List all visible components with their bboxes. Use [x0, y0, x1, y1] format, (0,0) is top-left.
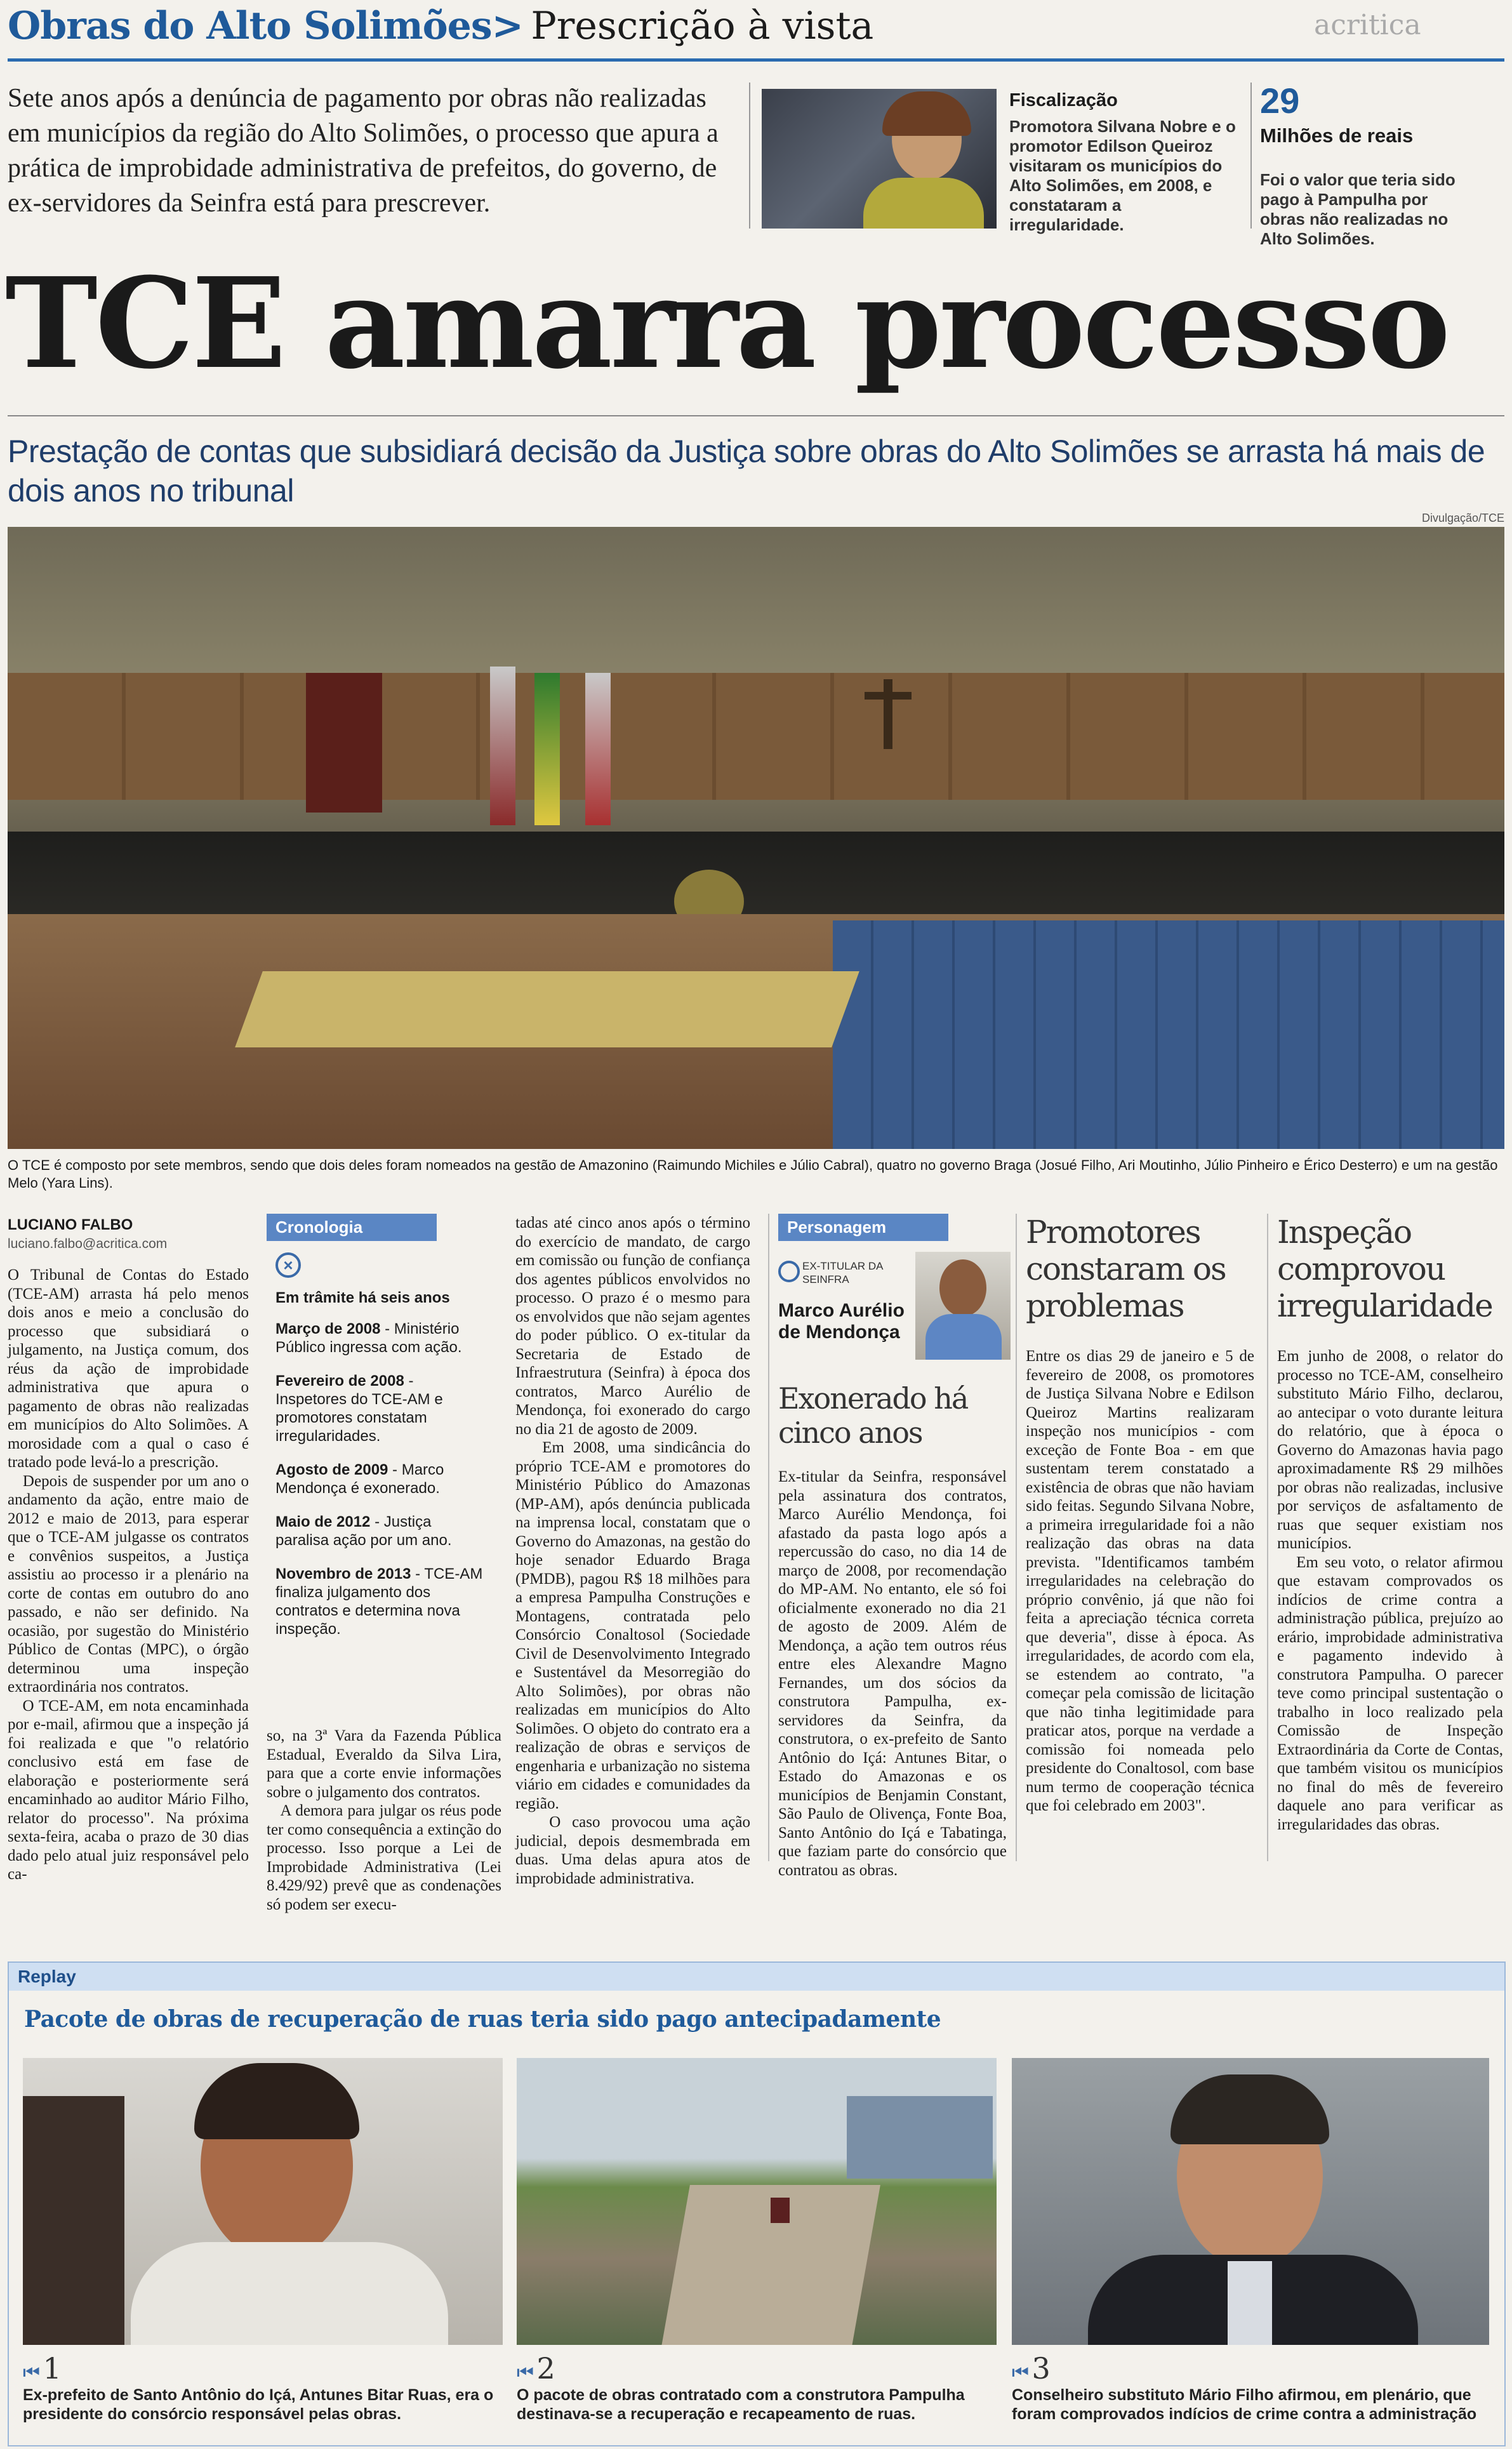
personagem-role: EX-TITULAR DA SEINFRA: [802, 1260, 883, 1285]
cronologia-list: [275, 1320, 486, 1638]
main-photo-caption: O TCE é composto por sete membros, sendo que dois deles foram nomeados na gestão de Amazonino (Raimundo Michiles e Júlio Cabral), quatro no governo Braga (Josué Filho, Ari Moutinho, Júlio Pinheiro e Érico Desterro) e um na gestão Melo (Yara Lins).: [8, 1157, 1498, 1191]
cronologia-text: - Marco Mendonça é exonerado.: [275, 1461, 444, 1497]
promotores-box: [1016, 1214, 1268, 1861]
personagem-text: Ex-titular da Seinfra, responsável pela assinatura dos contratos, Marco Aurélio Mendonça, foi afastado da pasta logo após a repercussão do caso, no dia 14 de março de 2008, por recomendação do MP-AM. No entanto, ele só foi oficialmente exonerado no dia 21 de agosto de 2009. Além de Mendonça, a ação tem outros réus entre eles Alexandre Magno Fernandes, um dos sócios da construtora Pampulha, ex-servidores da Seinfra, da construtora, o ex-prefeito de Santo Antônio do Içá: Antunes Bitar, o Estado do Amazonas e os municípios de Benjamin Constant, São Paulo de Olivença, Fonte Boa, Santo Antônio do Içá e Tabatinga, que faziam parte do consórcio que contratou as obras.: [778, 1468, 1011, 1879]
stat-number: 29: [1260, 81, 1300, 121]
replay-title: Pacote de obras de recuperação de ruas teria sido pago antecipadamente: [24, 2006, 941, 2033]
rewind-icon: ⏮: [517, 2362, 534, 2383]
rewind-icon: ⏮: [1012, 2362, 1029, 2383]
replay-caption: Ex-prefeito de Santo Antônio do Içá, Antunes Bitar Ruas, era o presidente do consórcio responsável pelas obras.: [23, 2386, 494, 2423]
replay-item-1: [23, 2351, 503, 2424]
cronologia-item: [275, 1320, 486, 1357]
column-3-text: tadas até cinco anos após o término do exercício de mandato, de cargo em comissão ou função de confiança dos agentes públicos envolvidos no processo. O prazo é o mesmo para os envolvidos que não sejam agentes do poder público. O ex-titular da Secretaria de Estado de Infraestrutura (Seinfra) à época dos contratos, Marco Aurélio de Mendonça, foi exonerado do cargo no dia 21 de agosto de 2009. Em 2008, uma sindicância do próprio TCE-AM e promotores do Ministério Público do Amazonas (MP-AM), após denúncia publicada na imprensa local, constatam que o Governo do Amazonas, na gestão do hoje senador Eduardo Braga (PMDB), pagou R$ 18 milhões para a empresa Pampulha Construções e Montagens, contratada pelo Consórcio Conaltosol (Sociedade Civil de Desenvolvimento Integrado e Sustentável da Mesorregião do Alto Solimões), por obras não realizadas em municípios do Alto Solimões. O objeto do contrato era a realização de obras e serviços de engenharia e urbanização no sistema viário em cidades e comunidades da região. O caso provocou uma ação judicial, depois desmembrada em duas. Uma delas apura atos de improbidade administrativa.: [515, 1214, 751, 1887]
replay-section: [8, 1961, 1506, 2446]
cronologia-date: Agosto de 2009: [275, 1461, 388, 1478]
headline: TCE amarra processo: [5, 251, 1449, 397]
intro-divider: [749, 83, 750, 229]
replay-photo-1: [23, 2058, 503, 2345]
cronologia-item: [275, 1565, 486, 1638]
fiscalizacao-photo: [762, 89, 997, 229]
cronologia-item: [275, 1372, 486, 1445]
section-header: [8, 4, 909, 55]
stat-text: Foi o valor que teria sido pago à Pampulha por obras não realizadas no Alto Solimões.: [1260, 170, 1456, 248]
target-icon: [778, 1261, 800, 1282]
replay-caption: Conselheiro substituto Mário Filho afirmou, em plenário, que foram comprovados indícios de crime contra a administração: [1012, 2386, 1477, 2423]
masthead-fragment: acritica: [1314, 9, 1421, 41]
column-2-text: so, na 3ª Vara da Fazenda Pública Estadual, Everaldo da Silva Lira, para que a corte envie informações sobre o julgamento dos contratos. A demora para julgar os réus pode ter como consequência a extinção do processo. Isso porque a Lei de Improbidade Administrativa (Lei 8.429/92) prevê que as condenações só podem ser execu-: [267, 1727, 501, 1913]
replay-num: 2: [536, 2351, 555, 2386]
replay-label: Replay: [9, 1963, 1504, 1991]
inspecao-title: Inspeção comprovou irregularidade: [1277, 1214, 1492, 1324]
personagem-photo: [915, 1252, 1011, 1360]
cronologia-date: Fevereiro de 2008: [275, 1372, 404, 1390]
cronologia-item: [275, 1513, 486, 1550]
cronologia-box: [267, 1214, 490, 1747]
personagem-label: Personagem: [778, 1214, 948, 1241]
replay-photo-2: [517, 2058, 997, 2345]
replay-num: 3: [1031, 2351, 1051, 2386]
cronologia-text: - Ministério Público ingressa com ação.: [275, 1320, 462, 1356]
header-rule: [8, 58, 1504, 62]
cronologia-date: Maio de 2012: [275, 1513, 371, 1530]
main-photo: [8, 527, 1504, 1149]
cronologia-date: Março de 2008: [275, 1320, 381, 1337]
stat-divider: [1250, 83, 1252, 229]
rewind-icon: ⏮: [23, 2362, 40, 2383]
headline-rule: [8, 415, 1504, 416]
inspecao-box: [1267, 1214, 1512, 1861]
subheadline: Prestação de contas que subsidiará decisão da Justiça sobre obras do Alto Solimões se arrasta há mais de dois anos no tribunal: [8, 434, 1485, 508]
main-photo-credit: Divulgação/TCE: [1422, 512, 1505, 524]
replay-photo-3: [1012, 2058, 1489, 2345]
cronologia-item: [275, 1461, 486, 1497]
personagem-box: [768, 1214, 1014, 1879]
cronologia-text: - TCE-AM finaliza julgamento dos contratos e determina nova inspeção.: [275, 1565, 483, 1638]
cronologia-subtitle: Em trâmite há seis anos: [275, 1289, 450, 1306]
personagem-title: Exonerado há cinco anos: [778, 1381, 968, 1450]
cronologia-text: - Inspetores do TCE-AM e promotores constatam irregularidades.: [275, 1372, 443, 1445]
cronologia-date: Novembro de 2013: [275, 1565, 411, 1583]
cronologia-icon: ×: [275, 1252, 301, 1278]
replay-num: 1: [43, 2351, 62, 2386]
cronologia-text: - Justiça paralisa ação por um ano.: [275, 1513, 452, 1549]
column-1-text: O Tribunal de Contas do Estado (TCE-AM) arrasta há pelo menos dois anos e meio a conclusão do processo que subsidiará o julgamento, na Justiça comum, dos réus da ação de improbidade administrativa que apura o pagamento de obras não realizadas em municípios do Alto Solimões. A morosidade com a qual o caso é tratado pode levá-lo a prescrição. Depois de suspender por um ano o andamento da ação, entre maio de 2012 e maio de 2013, para esperar que o TCE-AM julgasse os contratos e convênios suspeitos, a Justiça assistiu ao processo ir a plenário na corte de contas em outubro do ano passado, e não ser definido. Na ocasião, por sugestão do Ministério Público de Contas (MPC), o órgão determinou uma inspeção extraordinária nos contratos. O TCE-AM, em nota encaminhada por e-mail, afirmou que a inspeção já foi realizada e que "o relatório conclusivo está em fase de elaboração e posteriormente será encaminhado ao auditor Mário Filho, relator do processo". Na próxima sexta-feira, acaba o prazo de 30 dias dado pelo atual juiz responsável pelo ca-: [8, 1266, 249, 1883]
fiscalizacao-text: Promotora Silvana Nobre e o promotor Edilson Queiroz visitaram os municípios do Alto Solimões, em 2008, e constataram a irregularidade.: [1009, 117, 1236, 234]
fiscalizacao-title: Fiscalização: [1009, 90, 1118, 110]
inspecao-text: Em junho de 2008, o relator do processo no TCE-AM, conselheiro substituto Mário Filho, declarou, ao antecipar o voto durante leitura do relatório, que à época o Governo do Amazonas havia pago aproximadamente R$ 29 milhões por obras não realizadas, inclusive por serviços de asfaltamento de ruas que sequer existiam nos municípios. Em seu voto, o relator afirmou que estavam comprovados os indícios de crime contra a administração pública, prejuízo ao erário, improbidade administrativa e pagamento indevido à construtora Pampulha. O parecer teve como principal sustentação o trabalho in loco realizado pela Comissão de Inspeção Extraordinária da Corte de Contas, que também visitou os municípios no final do mês de fevereiro daquele ano para verificar as irregularidades das obras.: [1277, 1348, 1503, 1833]
byline-author: LUCIANO FALBO: [8, 1216, 133, 1233]
section-title: Obras do Alto Solimões>: [8, 4, 523, 48]
personagem-name: Marco Aurélio de Mendonça: [778, 1300, 905, 1343]
replay-item-2: [517, 2351, 997, 2424]
promotores-text: Entre os dias 29 de janeiro e 5 de fevereiro de 2008, os promotores de Justiça Silvana Nobre e Edilson Queiroz Martins realizaram inspeção nos municípios - com exceção de Fonte Boa - em que sustentam terem constatado a existência de obras que não haviam sido feitas. Segundo Silvana Nobre, a primeira irregularidade foi a não realização das obras na data prevista. "Identificamos também irregularidades na celebração do próprio convênio, já que não foi feita a apreciação técnica correta que deveria", disse à época. As irregularidades, de acordo com ela, se estendem ao contrato, "a começar pela comissão de licitação que não tinha legitimidade para praticar atos, porque na verdade a comissão foi nomeada pelo presidente do Conaltosol, com base num termo de cooperação técnica que foi celebrado em 2003".: [1026, 1348, 1259, 1814]
stat-unit: Milhões de reais: [1260, 124, 1414, 147]
byline-email: luciano.falbo@acritica.com: [8, 1237, 168, 1251]
replay-caption: O pacote de obras contratado com a construtora Pampulha destinava-se a recuperação e recapeamento de ruas.: [517, 2386, 965, 2423]
intro-text: Sete anos após a denúncia de pagamento por obras não realizadas em municípios da região do Alto Solimões, o processo que apura a prática de improbidade administrativa de prefeitos, do governo, de ex-servidores da Seinfra está para prescrever.: [8, 84, 719, 218]
cronologia-label: Cronologia: [267, 1214, 437, 1241]
promotores-title: Promotores constaram os problemas: [1026, 1214, 1226, 1324]
replay-item-3: [1012, 2351, 1489, 2424]
section-topic: Prescrição à vista: [531, 4, 874, 48]
